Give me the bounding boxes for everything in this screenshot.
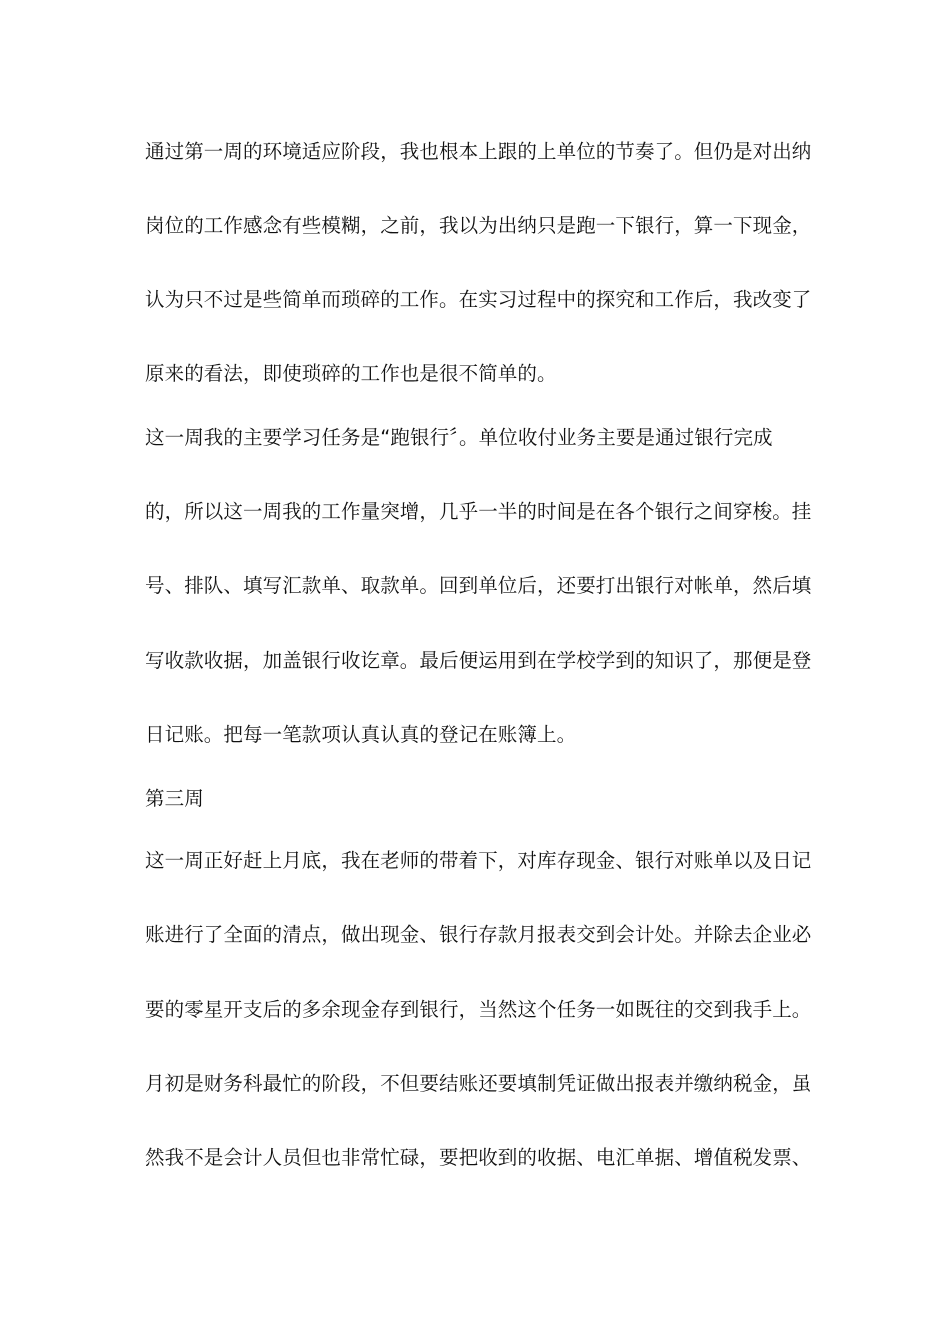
paragraph-line: 要的零星开支后的多余现金存到银行，当然这个任务一如既往的交到我手上。 [145,998,812,1021]
paragraph-line: 这一周我的主要学习任务是“跑银行〞。单位收付业务主要是通过银行完成 [145,426,773,449]
paragraph-line: 原来的看法，即使琐碎的工作也是很不简单的。 [145,362,557,385]
paragraph-line: 的，所以这一周我的工作量突增，几乎一半的时间是在各个银行之间穿梭。挂 [145,500,812,523]
paragraph-line: 这一周正好赶上月底，我在老师的带着下，对库存现金、银行对账单以及日记 [145,849,812,872]
paragraph-line: 通过第一周的环境适应阶段，我也根本上跟的上单位的节奏了。但仍是对出纳 [145,140,812,163]
paragraph-line: 然我不是会计人员但也非常忙碌，要把收到的收据、电汇单据、增值税发票、 [145,1146,812,1169]
paragraph-line: 账进行了全面的清点，做出现金、银行存款月报表交到会计处。并除去企业必 [145,923,812,946]
section-heading: 第三周 [145,787,204,810]
paragraph-line: 日记账。把每一笔款项认真认真的登记在账簿上。 [145,723,577,746]
paragraph-line: 认为只不过是些简单而琐碎的工作。在实习过程中的探究和工作后，我改变了 [145,288,812,311]
paragraph-line: 写收款收据，加盖银行收讫章。最后便运用到在学校学到的知识了，那便是登 [145,649,812,672]
paragraph-line: 月初是财务科最忙的阶段，不但要结账还要填制凭证做出报表并缴纳税金，虽 [145,1072,812,1095]
paragraph-line: 岗位的工作感念有些模糊，之前，我以为出纳只是跑一下银行，算一下现金， [145,214,812,237]
paragraph-line: 号、排队、填写汇款单、取款单。回到单位后，还要打出银行对帐单，然后填 [145,574,812,597]
